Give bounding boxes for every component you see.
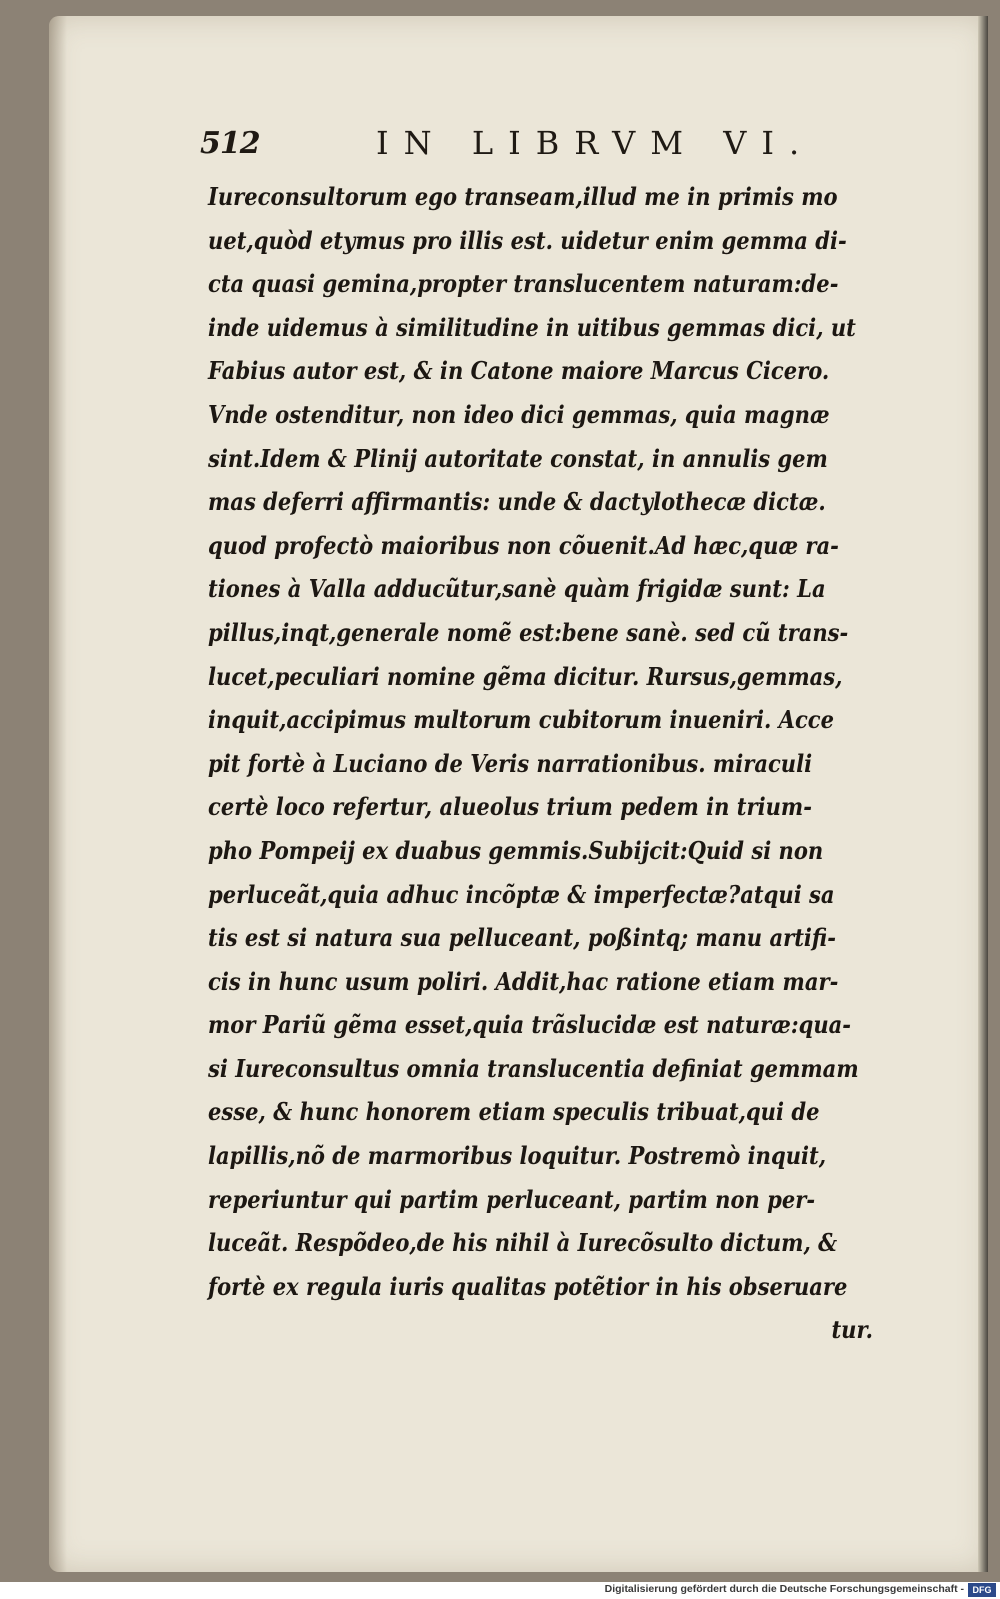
text-line: pillus,inqt,generale nomẽ est:bene sanè. sed cũ trans- — [208, 617, 849, 647]
text-line: cta quasi gemina,propter translucentem naturam:de- — [208, 269, 839, 299]
text-line: quod profectò maioribus non cõuenit.Ad hæc,quæ ra- — [208, 530, 839, 560]
text-line: uet,quòd etymus pro illis est. uidetur enim gemma di- — [208, 225, 847, 255]
text-line: perluceãt,quia adhuc incõptæ & imperfectæ?atqui sa — [208, 879, 835, 909]
text-line: tis est si natura sua pelluceant, poßintq; manu artifi- — [208, 923, 837, 953]
text-line: lapillis,nõ de marmoribus loquitur. Postremò inquit, — [208, 1141, 827, 1171]
text-line: Iureconsultorum ego transeam,illud me in primis mo — [208, 182, 838, 211]
text-line: mor Pariũ gẽma esset,quia trãslucidæ est naturæ:qua- — [208, 1010, 852, 1040]
text-line: si Iureconsultus omnia translucentia definiat gemmam — [208, 1053, 859, 1083]
text-line: Fabius autor est, & in Catone maiore Marcus Cicero. — [208, 356, 830, 386]
text-line: fortè ex regula iuris qualitas potẽtior in his obseruare — [208, 1271, 848, 1301]
text-line: luceãt. Respõdeo,de his nihil à Iurecõsulto dictum, & — [208, 1228, 838, 1258]
text-line: lucet,peculiari nomine gẽma dicitur. Rursus,gemmas, — [208, 661, 843, 691]
text-line: pho Pompeij ex duabus gemmis.Subijcit:Quid si non — [208, 835, 824, 865]
gutter-shadow — [49, 16, 67, 1572]
running-title: IN LIBRVM VI. — [376, 124, 815, 162]
text-line: cis in hunc usum poliri. Addit,hac ratione etiam mar- — [208, 966, 839, 996]
running-head — [200, 118, 850, 162]
text-line: pit fortè à Luciano de Veris narrationibus. miraculi — [208, 748, 813, 778]
dfg-logo[interactable]: DFG — [968, 1583, 996, 1597]
text-line: reperiuntur qui partim perluceant, partim non per- — [208, 1184, 816, 1214]
text-line: inde uidemus à similitudine in uitibus gemmas dici, ut — [208, 312, 856, 342]
page-edge — [978, 16, 988, 1572]
body-text — [208, 175, 873, 1352]
text-line: certè loco refertur, alueolus trium pedem in trium- — [208, 792, 812, 822]
text-line: tiones à Valla adducũtur,sanè quàm frigidæ sunt: La — [208, 574, 826, 604]
text-line: inquit,accipimus multorum cubitorum inueniri. Acce — [208, 705, 835, 735]
page-number: 512 — [200, 126, 260, 161]
text-line: esse, & hunc honorem etiam speculis tribuat,qui de — [208, 1097, 820, 1127]
funding-credit: Digitalisierung gefördert durch die Deutsche Forschungsgemeinschaft - — [604, 1583, 964, 1595]
text-line: sint.Idem & Plinij autoritate constat, in annulis gem — [208, 443, 828, 473]
text-line: Vnde ostenditur, non ideo dici gemmas, quia magnæ — [208, 399, 830, 429]
text-line: mas deferri affirmantis: unde & dactylothecæ dictæ. — [208, 487, 826, 517]
footer-bar — [0, 1582, 1000, 1599]
text-line-final: tur. — [831, 1315, 873, 1345]
